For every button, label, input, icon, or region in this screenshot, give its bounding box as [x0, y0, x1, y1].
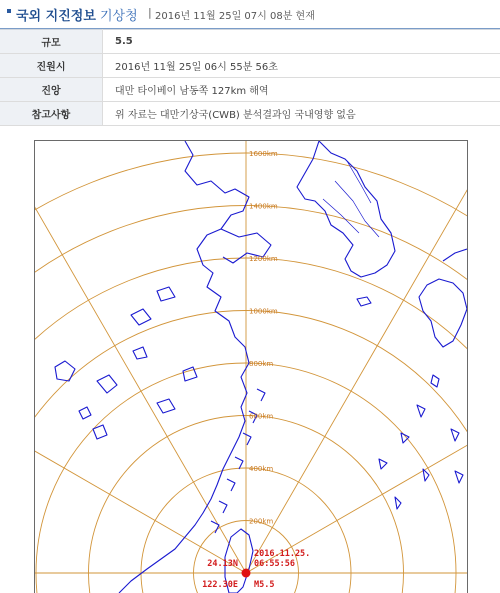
island-6 [157, 287, 175, 301]
ryukyu-8 [395, 497, 401, 509]
ryukyu-6 [455, 471, 463, 483]
china-coast [119, 141, 249, 593]
ring-label: 1200km [249, 255, 278, 263]
table-row [0, 78, 500, 102]
reference-label: 참고사항 [0, 102, 103, 126]
reference-value: 위 자료는 대만기상국(CWB) 분석결과임 국내영향 없음 [103, 102, 500, 126]
epicenter-marker [242, 569, 251, 578]
epicenter-map [34, 140, 468, 593]
origin-time-label: 진원시 [0, 54, 103, 78]
ring-label: 1400km [249, 203, 278, 211]
table-row [0, 54, 500, 78]
radial-line [246, 141, 467, 573]
radial-line [35, 141, 246, 573]
origin-time-value: 2016년 11월 25일 06시 55분 56초 [103, 54, 500, 78]
island-1 [55, 361, 75, 381]
agency-name: 기상청 [100, 5, 138, 24]
magnitude-value: 5.5 [103, 30, 500, 54]
ring-label: 1000km [249, 308, 278, 316]
ring-label: 400km [249, 465, 273, 473]
ryukyu-1 [431, 375, 439, 387]
island-5 [131, 309, 151, 325]
title-separator: | [148, 6, 152, 19]
page-title: 국외 지진정보 [16, 5, 96, 24]
coastal-islands [211, 389, 265, 533]
island-9 [79, 407, 91, 419]
table-row [0, 102, 500, 126]
korea-border [347, 161, 371, 203]
epicenter-lat-label: 24.13N [207, 559, 238, 569]
ryukyu-3 [401, 433, 409, 443]
ring-label: 1600km [249, 150, 278, 158]
radial-line [246, 223, 467, 573]
epicenter-lon-label: 122.30E [202, 580, 238, 590]
ryukyu-5 [451, 429, 459, 441]
issued-time: 2016년 11월 25일 07시 08분 현재 [155, 7, 315, 22]
ring-label: 200km [249, 518, 273, 526]
island-4 [157, 399, 175, 413]
page-header [0, 0, 500, 30]
ryukyu-2 [417, 405, 425, 417]
island-7 [133, 347, 147, 359]
ryukyu-4 [379, 459, 387, 469]
epicenter-magnitude-label: M5.5 [254, 580, 274, 590]
island-2 [97, 375, 117, 393]
magnitude-label: 규모 [0, 30, 103, 54]
bullet-icon [7, 9, 11, 13]
distance-rings [35, 153, 467, 593]
table-row [0, 30, 500, 54]
jeju-island [357, 297, 371, 306]
distance-ring [35, 206, 467, 593]
epicenter-date-label: 2016.11.25. [254, 549, 310, 559]
korea-coast [297, 141, 395, 277]
ring-labels [249, 150, 278, 526]
japan-coast [443, 249, 467, 261]
epicenter-label: 진앙 [0, 78, 103, 102]
epicenter-time-label: 06:55:56 [254, 559, 295, 569]
kyushu-coast [419, 279, 467, 347]
ring-label: 800km [249, 360, 273, 368]
distance-ring [35, 153, 467, 593]
ring-label: 600km [249, 413, 273, 421]
epicenter-value: 대만 타이베이 남동쪽 127km 해역 [103, 78, 500, 102]
radial-line [35, 223, 246, 573]
map-canvas [35, 141, 467, 593]
korea-border [323, 199, 359, 233]
earthquake-info-table [0, 29, 500, 126]
korea-border [335, 181, 379, 237]
